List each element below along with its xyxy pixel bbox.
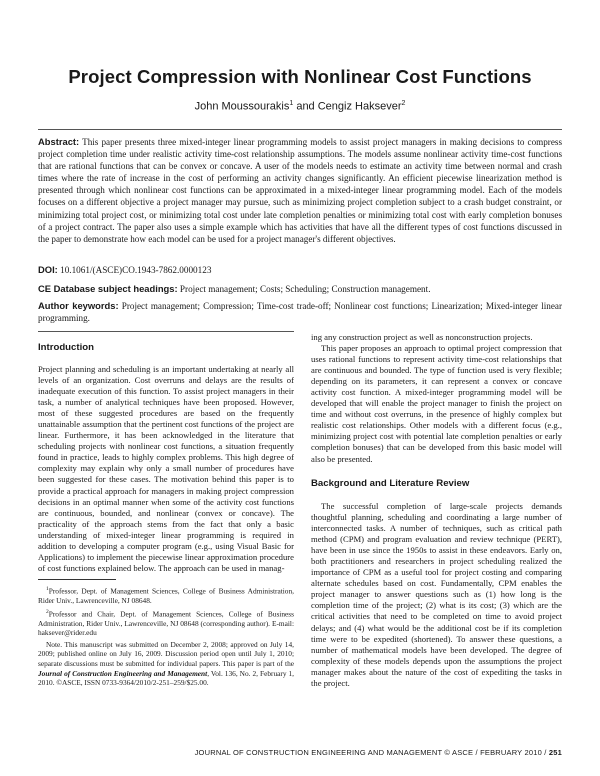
page-number: 251	[548, 748, 562, 757]
author-1: John Moussourakis	[194, 100, 290, 113]
footnote-1-text: Professor, Dept. of Management Sciences, College of Business Administration, Rider Univ., Lawrenceville, NJ 08648.	[38, 586, 294, 606]
intro-paragraph-2: This paper proposes an approach to optimal project compression that uses rational functions to represent activity time-cost relationships that are continuous and bounded. The type of function used is very flexible; depending on its parameters, it can represent a convex or concave activity cost function. A mixed-integer programming model will be developed that will enable the project manager to finish the project on time and without cost overruns, in the presence of highly complex but realistic cost relationships. Other models with a different focus (e.g., minimizing project cost with potential late completion penalties or early completion bonuses) that can be developed from this basic model will also be presented.	[311, 343, 562, 464]
header-rule	[38, 129, 562, 130]
subject-headings-label: CE Database subject headings:	[38, 283, 178, 294]
intro-heading: Introduction	[38, 342, 94, 353]
paper-title: Project Compression with Nonlinear Cost Functions	[68, 66, 532, 87]
author-keywords	[38, 300, 562, 324]
intro-paragraph-1: Project planning and scheduling is an important undertaking at nearly all levels of an organization. Cost overruns and delays are the results of inadequate execution of this function. To assist project managers in their task, a number of analytical techniques have been proposed. However, most of these suggested procedures are based on the frequently unattainable assumption that the pertinent cost functions of the project are linear. Furthermore, it has been acknowledged in the literature that scheduling projects with nonlinear cost functions, a situation frequently found in practice, leads to highly complex problems. This high degree of complexity may explain why only a small number of procedures have been suggested for these cases. The motivation behind this paper is to provide a practical approach for managers in making project compression decisions in an optimal manner when some of the activity cost functions are continuous, bounded, and nonlinear (convex or concave). The practicality of the approach stems from the fact that only a basic understanding of mixed-integer linear programming is required in addition to developing a computer program (e.g., using Visual Basic for Applications) to implement the piecewise linear approximation procedure of cost functions explained below. The approach can be used in manag-	[38, 364, 294, 573]
footer-journal: JOURNAL OF CONSTRUCTION ENGINEERING AND MANAGEMENT © ASCE / FEBRUARY 2010 /	[194, 748, 549, 757]
footnotes	[38, 585, 294, 690]
footnote-rule	[38, 579, 116, 580]
doi-label: DOI:	[38, 264, 58, 275]
footnote-1	[38, 585, 294, 606]
author-1-marker: 1	[289, 100, 294, 107]
background-heading: Background and Literature Review	[311, 478, 470, 489]
author-keywords-text: Project management; Compression; Time-cost trade-off; Nonlinear cost functions; Linearization; Mixed-integer linear programming.	[38, 301, 562, 323]
subject-headings	[38, 283, 562, 294]
footnote-2-marker: 2	[46, 608, 49, 615]
background-body	[311, 501, 562, 689]
footnote-2	[38, 608, 294, 638]
abstract-text: This paper presents three mixed-integer linear programming models to assist project managers in making decisions to compress project completion time under realistic activity time-cost relationship assumptions. The models assume nonlinear activity time-cost functions that are rational functions that can be convex or concave. A user of the models needs to estimate an activity time between normal and crash times where the rate of increase in the cost of performing an activity changes significantly. An efficient piecewise linearization method is presented through which nonlinear cost functions can be approximated in a mixed-integer linear programming model. Each of the models focuses on a different objective a project manager may pursue, such as minimizing project completion subject to a crash budget constraint, or minimizing total project cost, or minimizing total cost under late completion penalties or minimizing total cost with early completion bonuses of a project contract. The paper also uses a simple example which has activities that have all the different types of cost functions discussed in the paper to demonstrate how each model can be used for a project manager's different objectives.	[38, 137, 562, 244]
footnote-2-text: Professor and Chair, Dept. of Management Sciences, College of Business Administration, Rider Univ., Lawrenceville, NJ 08648 (corresponding author). E-mail: haksever@rider.edu	[38, 609, 294, 638]
subject-headings-text: Project management; Costs; Scheduling; Construction management.	[177, 284, 431, 294]
footnote-1-marker: 1	[46, 586, 49, 592]
author-line	[0, 100, 600, 113]
author-separator: and	[293, 100, 318, 113]
section-rule	[38, 331, 294, 332]
journal-name: Journal of Construction Engineering and Management	[38, 668, 208, 678]
intro-body-continued	[311, 332, 562, 465]
abstract	[38, 136, 562, 245]
submission-note	[38, 640, 294, 688]
author-2-marker: 2	[401, 100, 406, 107]
doi-line	[38, 264, 562, 275]
background-paragraph-1: The successful completion of large-scale projects demands thoughtful planning, scheduling and coordinating a large number of interconnected tasks. A number of techniques, such as critical path method (CPM) and program evaluation and review technique (PERT), have been in use since the 1950s to assist in these endeavors. Early on, both practitioners and researchers in project scheduling realized the importance of CPM as a useful tool for project costing and comparing alternate schedules based on cost. Fundamentally, CPM enables the project manager to answer questions such as (1) how long is the completion time of the project; (2) what is its cost; (3) which are the critical activities that need to be completed on time to avoid project delays; and (4) what would be the additional cost be if its completion time were to be expedited (shortened). To answer these questions, a number of mathematical models have been developed. The degree of complexity of these models depends upon the assumptions the project manager makes about the nature of the cost of expediting the tasks in the project.	[311, 501, 562, 688]
doi-value[interactable]: 10.1061/(ASCE)CO.1943-7862.0000123	[57, 265, 212, 275]
page-footer	[38, 748, 562, 757]
submission-note-text-b: , Vol. 136, No. 2, February 1, 2010. ©ASCE, ISSN 0733-9364/2010/2-251–259/$25.00.	[38, 668, 295, 688]
author-2: Cengiz Haksever	[317, 100, 402, 113]
author-keywords-label: Author keywords:	[38, 300, 119, 311]
intro-body	[38, 364, 294, 574]
abstract-label: Abstract:	[38, 136, 80, 147]
intro-paragraph-1-continued: ing any construction project as well as nonconstruction projects.	[311, 332, 533, 342]
submission-note-text-a: Note. This manuscript was submitted on December 2, 2008; approved on July 14, 2009; published online on July 16, 2009. Discussion period open until July 1, 2010; separate discussions must be submitted for individual papers. This paper is part of the	[38, 639, 294, 669]
